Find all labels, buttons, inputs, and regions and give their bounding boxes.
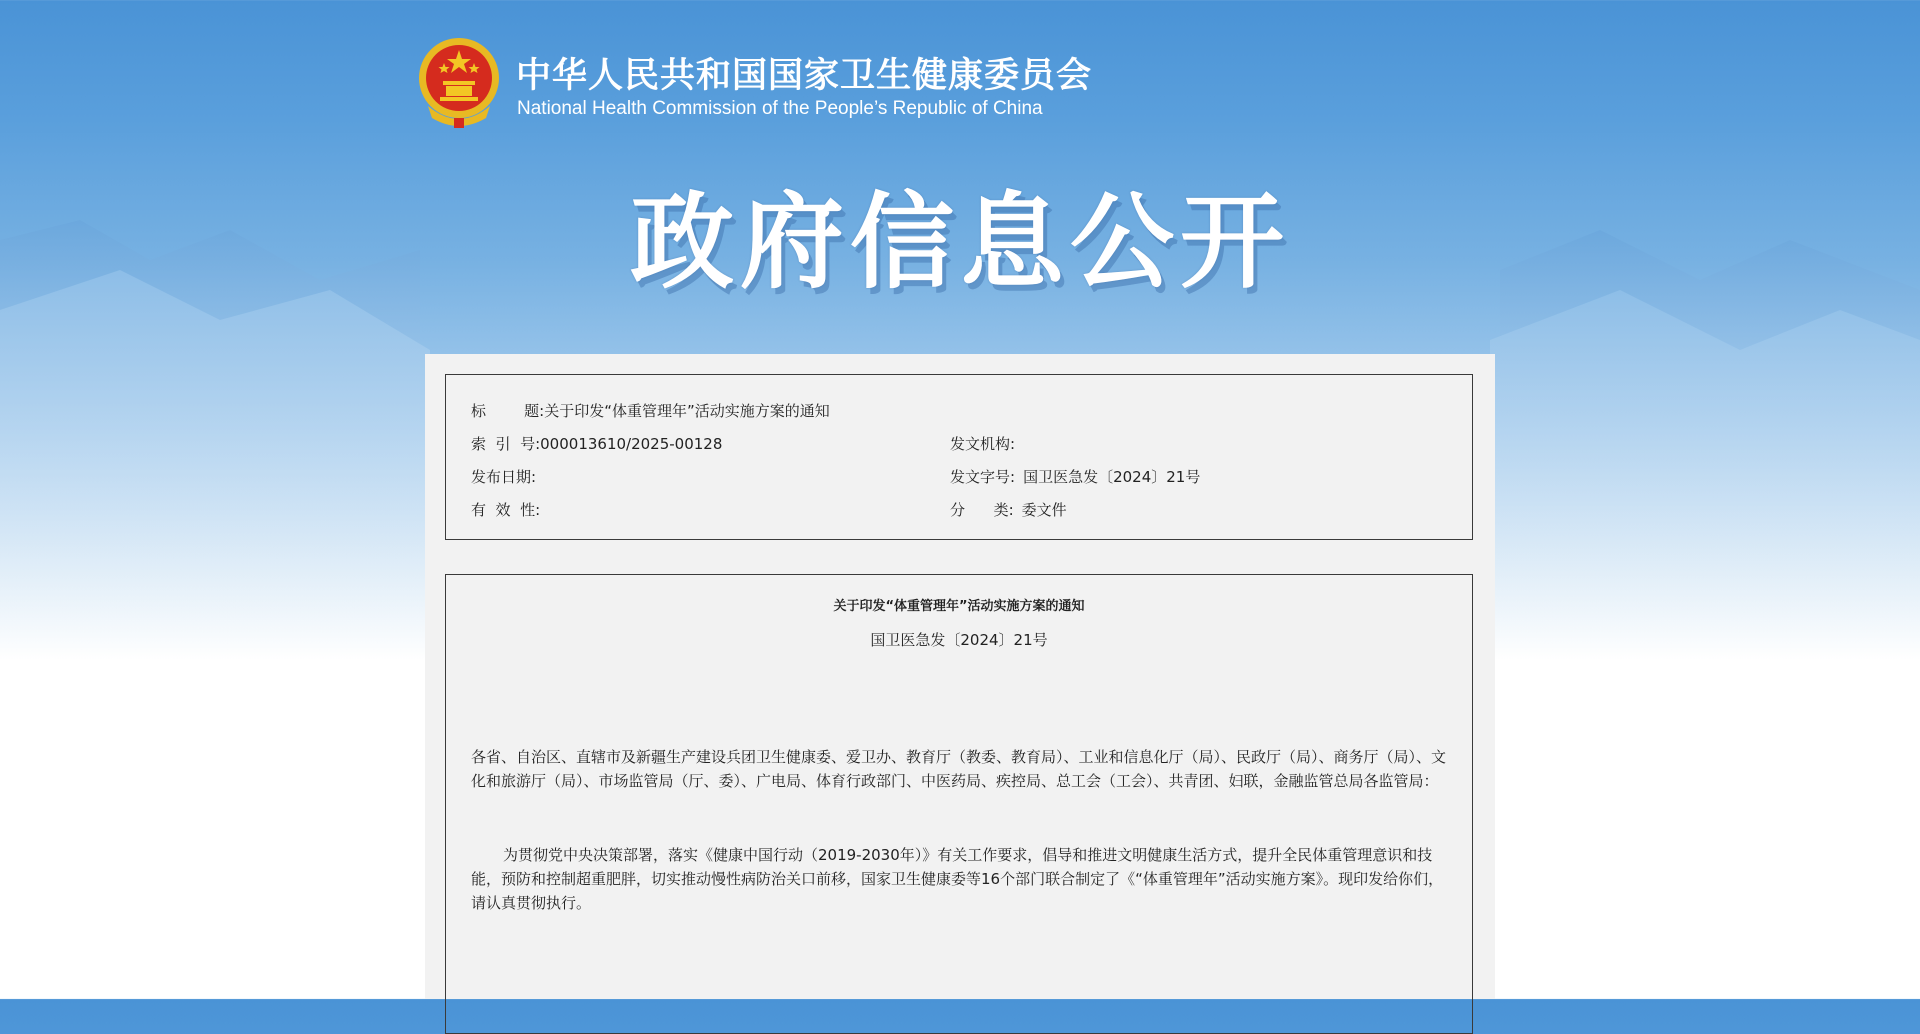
- meta-index-label: 索 引 号:: [471, 435, 541, 453]
- document-paragraph: 为贯彻党中央决策部署，落实《健康中国行动（2019-2030年）》有关工作要求，倡导和推进文明健康生活方式，提升全民体重管理意识和技能，预防和控制超重肥胖，切实推动慢性病防治关口前移，国家卫生健康委等16个部门联合制定了《“体重管理年”活动实施方案》。现印发给你们，请认真贯彻执行。: [471, 846, 1444, 912]
- document-number: 国卫医急发〔2024〕21号: [870, 631, 1048, 649]
- document-recipients: 各省、自治区、直辖市及新疆生产建设兵团卫生健康委、爱卫办、教育厅（教委、教育局）、工业和信息化厅（局）、民政厅（局）、商务厅（局）、文化和旅游厅（局）、市场监管局（厅、委）、广电局、体育行政部门、中医药局、疾控局、总工会（工会）、共青团、妇联，金融监管总局各监管局：: [471, 748, 1447, 790]
- meta-index-row: [471, 433, 722, 454]
- meta-docno-label: 发文字号:: [950, 468, 1016, 486]
- banner-title: 政府信息公开: [629, 181, 1290, 303]
- meta-title-value: 关于印发“体重管理年”活动实施方案的通知: [544, 402, 830, 420]
- meta-date-row: [471, 466, 536, 487]
- meta-category-value: 委文件: [1021, 501, 1067, 519]
- meta-index-value: 000013610/2025-00128: [540, 435, 723, 453]
- national-emblem-icon[interactable]: [416, 36, 502, 132]
- meta-date-label: 发布日期:: [471, 468, 537, 486]
- meta-validity-label: 有 效 性:: [471, 501, 541, 519]
- meta-category-row: [950, 499, 1067, 520]
- site-name-chinese: 中华人民共和国国家卫生健康委员会: [516, 56, 1093, 96]
- meta-docno-value: 国卫医急发〔2024〕21号: [1023, 468, 1201, 486]
- site-header: [416, 36, 1096, 136]
- meta-title-label: 标 题:: [471, 402, 545, 420]
- document-heading: 关于印发“体重管理年”活动实施方案的通知: [833, 599, 1085, 614]
- meta-validity-row: [471, 499, 540, 520]
- document-body: [445, 574, 1473, 1034]
- meta-title-row: [471, 400, 830, 421]
- meta-issuer-row: [950, 433, 1015, 454]
- site-name-english: National Health Commission of the People’s Republic of China: [517, 98, 1043, 119]
- meta-category-label: 分 类:: [950, 501, 1014, 519]
- metadata-table: [445, 374, 1473, 540]
- meta-docno-row: [950, 466, 1200, 487]
- meta-issuer-label: 发文机构:: [950, 435, 1016, 453]
- content-panel: [425, 354, 1495, 999]
